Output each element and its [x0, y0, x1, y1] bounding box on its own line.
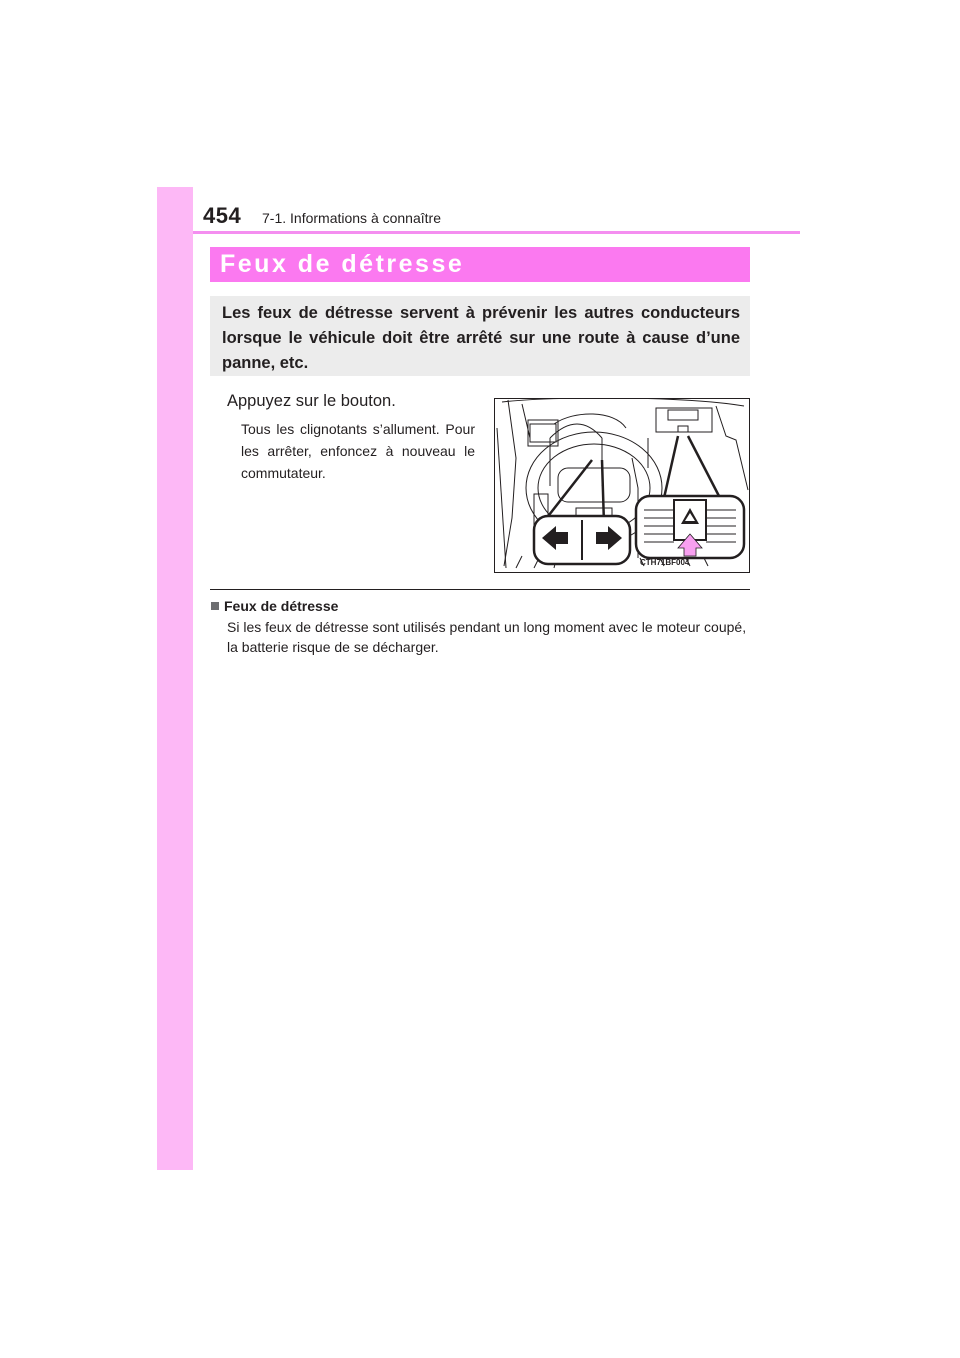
figure-code: CTH71BF004	[640, 558, 690, 567]
note-body: Si les feux de détresse sont utilisés pendant un long moment avec le moteur coupé, la batterie risque de se décharger.	[227, 619, 747, 655]
intro-text: Les feux de détresse servent à prévenir les autres conducteurs lorsque le véhicule doit être arrêté sur une route à cause d’une panne, etc.	[222, 304, 740, 372]
instruction-text: Appuyez sur le bouton.	[227, 392, 396, 410]
section-running-head: 7-1. Informations à connaître	[262, 210, 441, 226]
side-tab-band	[157, 187, 193, 1170]
note-heading	[211, 598, 338, 614]
page-number: 454	[203, 203, 242, 228]
page-title: Feux de détresse	[220, 250, 465, 278]
title-bar	[210, 247, 750, 282]
section-rule	[210, 589, 750, 590]
dashboard-illustration	[494, 398, 750, 573]
intro-box	[210, 296, 750, 376]
bullet-square-icon	[211, 602, 219, 610]
header-rule	[193, 231, 800, 234]
note-heading-text: Feux de détresse	[224, 598, 339, 614]
instruction-detail: Tous les clignotants s’allument. Pour les arrêter, enfoncez à nouveau le commutateur.	[241, 421, 475, 481]
